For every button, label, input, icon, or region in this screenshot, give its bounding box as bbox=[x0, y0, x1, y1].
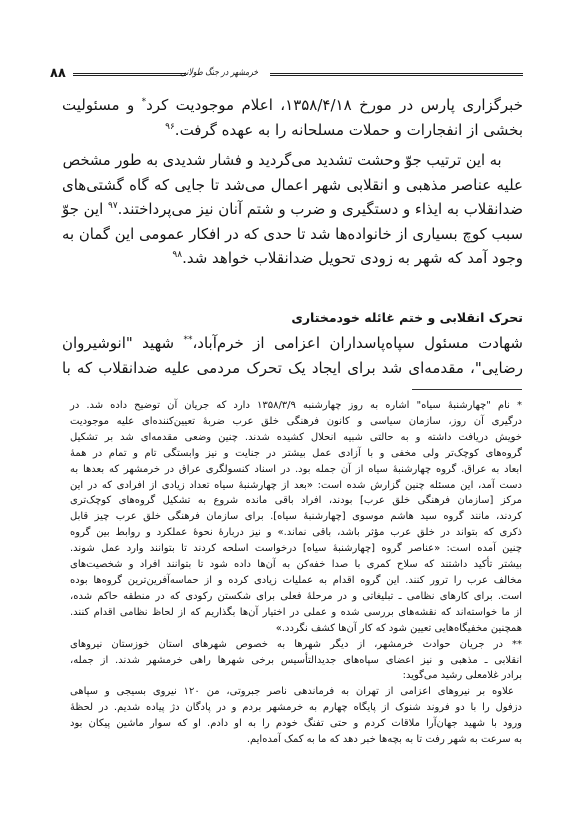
footnote-line: مرکز [سازمان فرهنگی خلق عرب] بودند، افراد باقی مانده شروع به تشکیل گروه‌های کوچک‌تری bbox=[70, 495, 522, 507]
footnote-line: است. برای کارهای نظامی ـ تبلیغاتی و در مرحلهٔ فعلی برای شکستن رکودی که در منطقه حاکم شده، bbox=[70, 590, 522, 602]
footnote-line: چنین آمده است: «عناصر گروه [چهارشنبهٔ سیاه] درخواست اسلحه کردند تا بتوانند وارد عمل شوند. bbox=[70, 543, 522, 555]
footnote-line: گروه‌های کوچک‌تر ولی مخفی و با آزادی عمل بیشتر در جنایت و نیز وابستگی تام و تمام در همهٔ bbox=[70, 447, 522, 459]
footnote-quote-line: ورود با شهید جهان‌آرا ملاقات کردم و حتی تفنگ خودم را به او دادم. او که سوار ماشین پیکان بود bbox=[70, 718, 522, 730]
text-segment: خبرگزاری پارس در مورخ ۱۳۵۸/۴/۱۸، اعلام موجودیت کرد bbox=[146, 96, 523, 114]
body-text-line: به این ترتیب جوّ وحشت تشدید می‌گردید و فشار شدیدی به طور مشخص bbox=[62, 151, 502, 169]
body-text-line: سبب کوچ بسیاری از خانواده‌ها شد تا حدی که در افکار عمومی این گمان به bbox=[61, 224, 523, 243]
body-text-line bbox=[62, 93, 523, 118]
footnote-line: مخالف عرب را ترور کنند. این گروه اقدام به عملیات زیادی کرده و از حماسه‌آفرین‌ترین گروه‌ها بوده bbox=[70, 574, 522, 586]
body-text-line: رضایی"، مقدمه‌ای شد برای ایجاد یک تحرک مردمی علیه ضدانقلاب که با bbox=[62, 359, 523, 377]
footnote-quote-line: علاوه بر نیروهای اعزامی از تهران به فرماندهی ناصر جبروتی، من ۱۲۰ نیروی بسیجی و سپاهی bbox=[70, 686, 514, 698]
footnote-reference: ۹۸ bbox=[172, 250, 183, 260]
footnote-line: * نام "چهارشنبهٔ سیاه" اشاره به روز چهارشنبه ۱۳۵۸/۳/۹ دارد که جریان آن توضیح داده شد. در bbox=[70, 400, 522, 411]
body-text-line bbox=[62, 246, 523, 271]
text-segment: بخشی از انفجارات و حملات مسلحانه را به عهده گرفت. bbox=[174, 120, 523, 139]
footnote-line: ذکری که بتواند در خلق عرب مؤثر باشد، باقی نماند.» و نیز دربارهٔ نحوهٔ عملکرد و روابط بین گروه bbox=[70, 527, 522, 539]
footnote-reference: ۹۷ bbox=[108, 201, 118, 211]
text-segment: و مسئولیت bbox=[62, 96, 142, 114]
footnote-quote-line: به سرعت به شهر رفت تا به بچه‌ها خبر دهد که ما به کمک آمده‌ایم. bbox=[246, 734, 522, 746]
footnote-reference: ** bbox=[183, 335, 193, 345]
footnote-line: ** در جریان حوادث خرمشهر، از دیگر شهرها به خصوص شهرهای استان خوزستان نیروهای bbox=[70, 638, 522, 650]
page-number: ۸۸ bbox=[50, 66, 66, 81]
text-segment: شهید "انوشیروان bbox=[62, 334, 184, 352]
header-rule-right bbox=[270, 73, 523, 76]
paragraph-1 bbox=[62, 93, 523, 142]
footnote-separator bbox=[412, 389, 522, 390]
paragraph-2 bbox=[62, 148, 523, 271]
footnote-line: از ما خواسته‌اند که نقشه‌های بررسی شده و عملی در اختیار آن‌ها بگذاریم که از لحاظ نظامی اقدام کنند. bbox=[70, 606, 522, 618]
running-title: خرمشهر در جنگ طولانی bbox=[180, 67, 259, 78]
footnote-line: کردند، مانند گروه سید هاشم موسوی [چهارشنبهٔ سیاه]. برای سازمان فرهنگی خلق عرب چیز قابل bbox=[70, 511, 522, 523]
footnote-line: خویش دریافت داشته و به حالتی شبیه انحلال کشیده شدند. چنین وضعی مقدمه‌ای شد بر تشکیل bbox=[70, 431, 522, 443]
footnote-reference: ۹۶ bbox=[165, 121, 175, 132]
footnote-line: ابعاد به عراق. گروه چهارشنبهٔ سیاه از آن جمله بود. در اسناد کنسولگری عراق در خرمشهر که بعدها به bbox=[70, 463, 522, 475]
body-text-line bbox=[62, 331, 523, 356]
text-segment: شهادت مسئول سپاه‌پاسداران اعزامی از خرم‌آباد، bbox=[192, 334, 523, 352]
footnote-line: برادر غلامعلی رشید می‌گوید: bbox=[402, 670, 522, 682]
paragraph-3 bbox=[62, 331, 523, 381]
header-rule-left bbox=[73, 73, 186, 76]
section-heading: تحرک انقلابی و ختم غائله خودمختاری bbox=[291, 310, 523, 325]
body-text-line bbox=[62, 197, 523, 222]
footnote-line: انقلابی ـ مذهبی و نیز اعضای سپاه‌های جدیدالتأسیس برخی شهرها راهی خرمشهر شدند. از جمله، bbox=[70, 654, 522, 666]
footnote-line: همچنین مخفیگاه‌هایی تعیین شود که کار آن‌ها کشف نگردد.» bbox=[275, 622, 522, 634]
footnotes bbox=[70, 398, 522, 748]
text-segment: این جوّ bbox=[62, 200, 109, 218]
body-text-line: علیه عناصر مذهبی و انقلابی شهر اعمال می‌شد تا جایی که گاه گشتی‌های bbox=[62, 175, 523, 194]
text-segment: ضدانقلاب به ایذاء و دستگیری و ضرب و شتم آنان نیز می‌پرداختند. bbox=[117, 200, 523, 218]
footnote-line: بیشتر تأکید داشتند که سلاح کمری با صدا خفه‌کن به آن‌ها داده شود تا بتوانند افراد و شخصیت‌های bbox=[70, 559, 522, 571]
footnote-line: دست آمد، این مسئله چنین گزارش شده است: «بعد از چهارشنبهٔ سیاه تعداد زیادی از افرادی که در این bbox=[70, 479, 522, 491]
body-text-line bbox=[62, 118, 523, 143]
footnote-reference: * bbox=[141, 97, 147, 107]
footnote-line: درگیری آن روز، سازمان سیاسی و کانون فرهنگی خلق عرب ضربهٔ تعیین‌کننده‌ای علیه موجودیت bbox=[70, 415, 522, 427]
footnote-quote-line: دزفول را با دو فروند شنوک از پایگاه چهارم به خرمشهر بردم و در پادگان دژ پیاده شدیم. در لحظهٔ bbox=[70, 702, 522, 714]
text-segment: وجود آمد که شهر به زودی تحویل ضدانقلاب خواهد شد. bbox=[182, 249, 523, 267]
